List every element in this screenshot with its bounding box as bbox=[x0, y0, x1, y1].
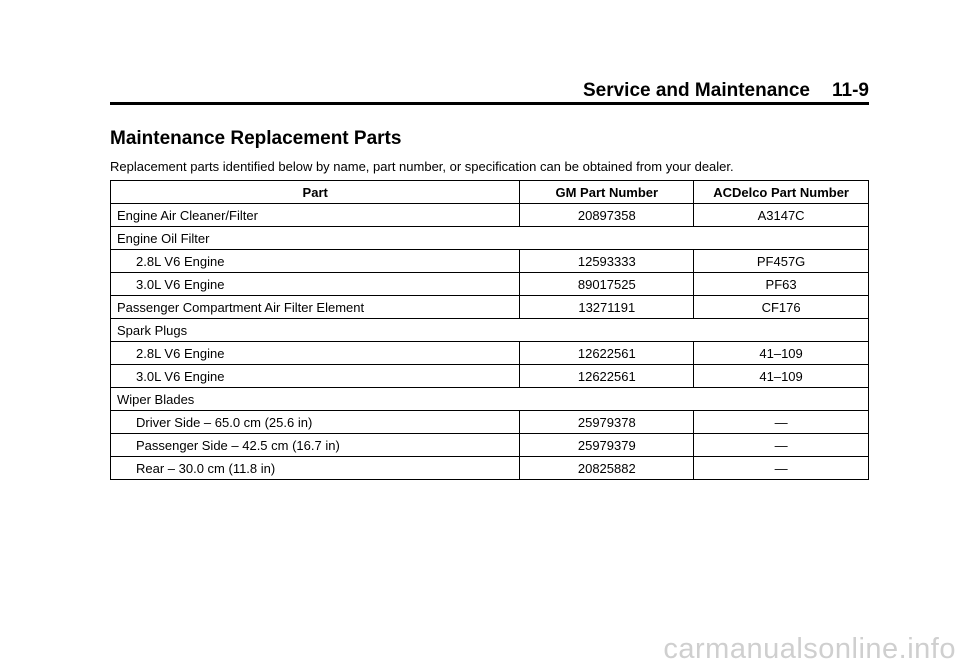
gm-cell: 13271191 bbox=[520, 296, 694, 319]
acdelco-cell: CF176 bbox=[694, 296, 869, 319]
table-group-row bbox=[111, 227, 869, 250]
watermark: carmanualsonline.info bbox=[663, 633, 956, 665]
acdelco-cell: 41–109 bbox=[694, 365, 869, 388]
part-cell: Rear – 30.0 cm (11.8 in) bbox=[111, 457, 520, 480]
acdelco-cell: — bbox=[694, 411, 869, 434]
table-row bbox=[111, 365, 869, 388]
gm-cell: 12622561 bbox=[520, 342, 694, 365]
group-cell: Spark Plugs bbox=[111, 319, 869, 342]
section-name: Service and Maintenance bbox=[582, 80, 811, 101]
table-row bbox=[111, 411, 869, 434]
table-row bbox=[111, 434, 869, 457]
table-row bbox=[111, 204, 869, 227]
col-header-part: Part bbox=[111, 181, 520, 204]
group-cell: Wiper Blades bbox=[111, 388, 869, 411]
intro-text: Replacement parts identified below by name, part number, or specification can be obtained from your dealer. bbox=[110, 159, 734, 174]
table-row bbox=[111, 296, 869, 319]
table-row bbox=[111, 273, 869, 296]
part-cell: Engine Air Cleaner/Filter bbox=[111, 204, 520, 227]
col-header-acdelco: ACDelco Part Number bbox=[694, 181, 869, 204]
header-rule bbox=[110, 102, 869, 105]
acdelco-cell: A3147C bbox=[694, 204, 869, 227]
part-cell: 3.0L V6 Engine bbox=[111, 273, 520, 296]
table-row bbox=[111, 457, 869, 480]
table-row bbox=[111, 250, 869, 273]
table-row bbox=[111, 342, 869, 365]
section-title: Maintenance Replacement Parts bbox=[110, 128, 402, 149]
part-cell: 2.8L V6 Engine bbox=[111, 250, 520, 273]
gm-cell: 20897358 bbox=[520, 204, 694, 227]
gm-cell: 12593333 bbox=[520, 250, 694, 273]
acdelco-cell: 41–109 bbox=[694, 342, 869, 365]
table-group-row bbox=[111, 319, 869, 342]
part-cell: Passenger Compartment Air Filter Element bbox=[111, 296, 520, 319]
gm-cell: 89017525 bbox=[520, 273, 694, 296]
acdelco-cell: PF63 bbox=[694, 273, 869, 296]
table-group-row bbox=[111, 388, 869, 411]
acdelco-cell: — bbox=[694, 434, 869, 457]
col-header-gm: GM Part Number bbox=[520, 181, 694, 204]
page-number: 11-9 bbox=[832, 80, 869, 101]
table-header-row bbox=[111, 181, 869, 204]
acdelco-cell: — bbox=[694, 457, 869, 480]
gm-cell: 25979378 bbox=[520, 411, 694, 434]
part-cell: Driver Side – 65.0 cm (25.6 in) bbox=[111, 411, 520, 434]
gm-cell: 20825882 bbox=[520, 457, 694, 480]
acdelco-cell: PF457G bbox=[694, 250, 869, 273]
gm-cell: 25979379 bbox=[520, 434, 694, 457]
part-cell: 2.8L V6 Engine bbox=[111, 342, 520, 365]
part-cell: Passenger Side – 42.5 cm (16.7 in) bbox=[111, 434, 520, 457]
parts-table bbox=[110, 180, 869, 480]
page-header bbox=[110, 80, 869, 102]
part-cell: 3.0L V6 Engine bbox=[111, 365, 520, 388]
group-cell: Engine Oil Filter bbox=[111, 227, 869, 250]
gm-cell: 12622561 bbox=[520, 365, 694, 388]
